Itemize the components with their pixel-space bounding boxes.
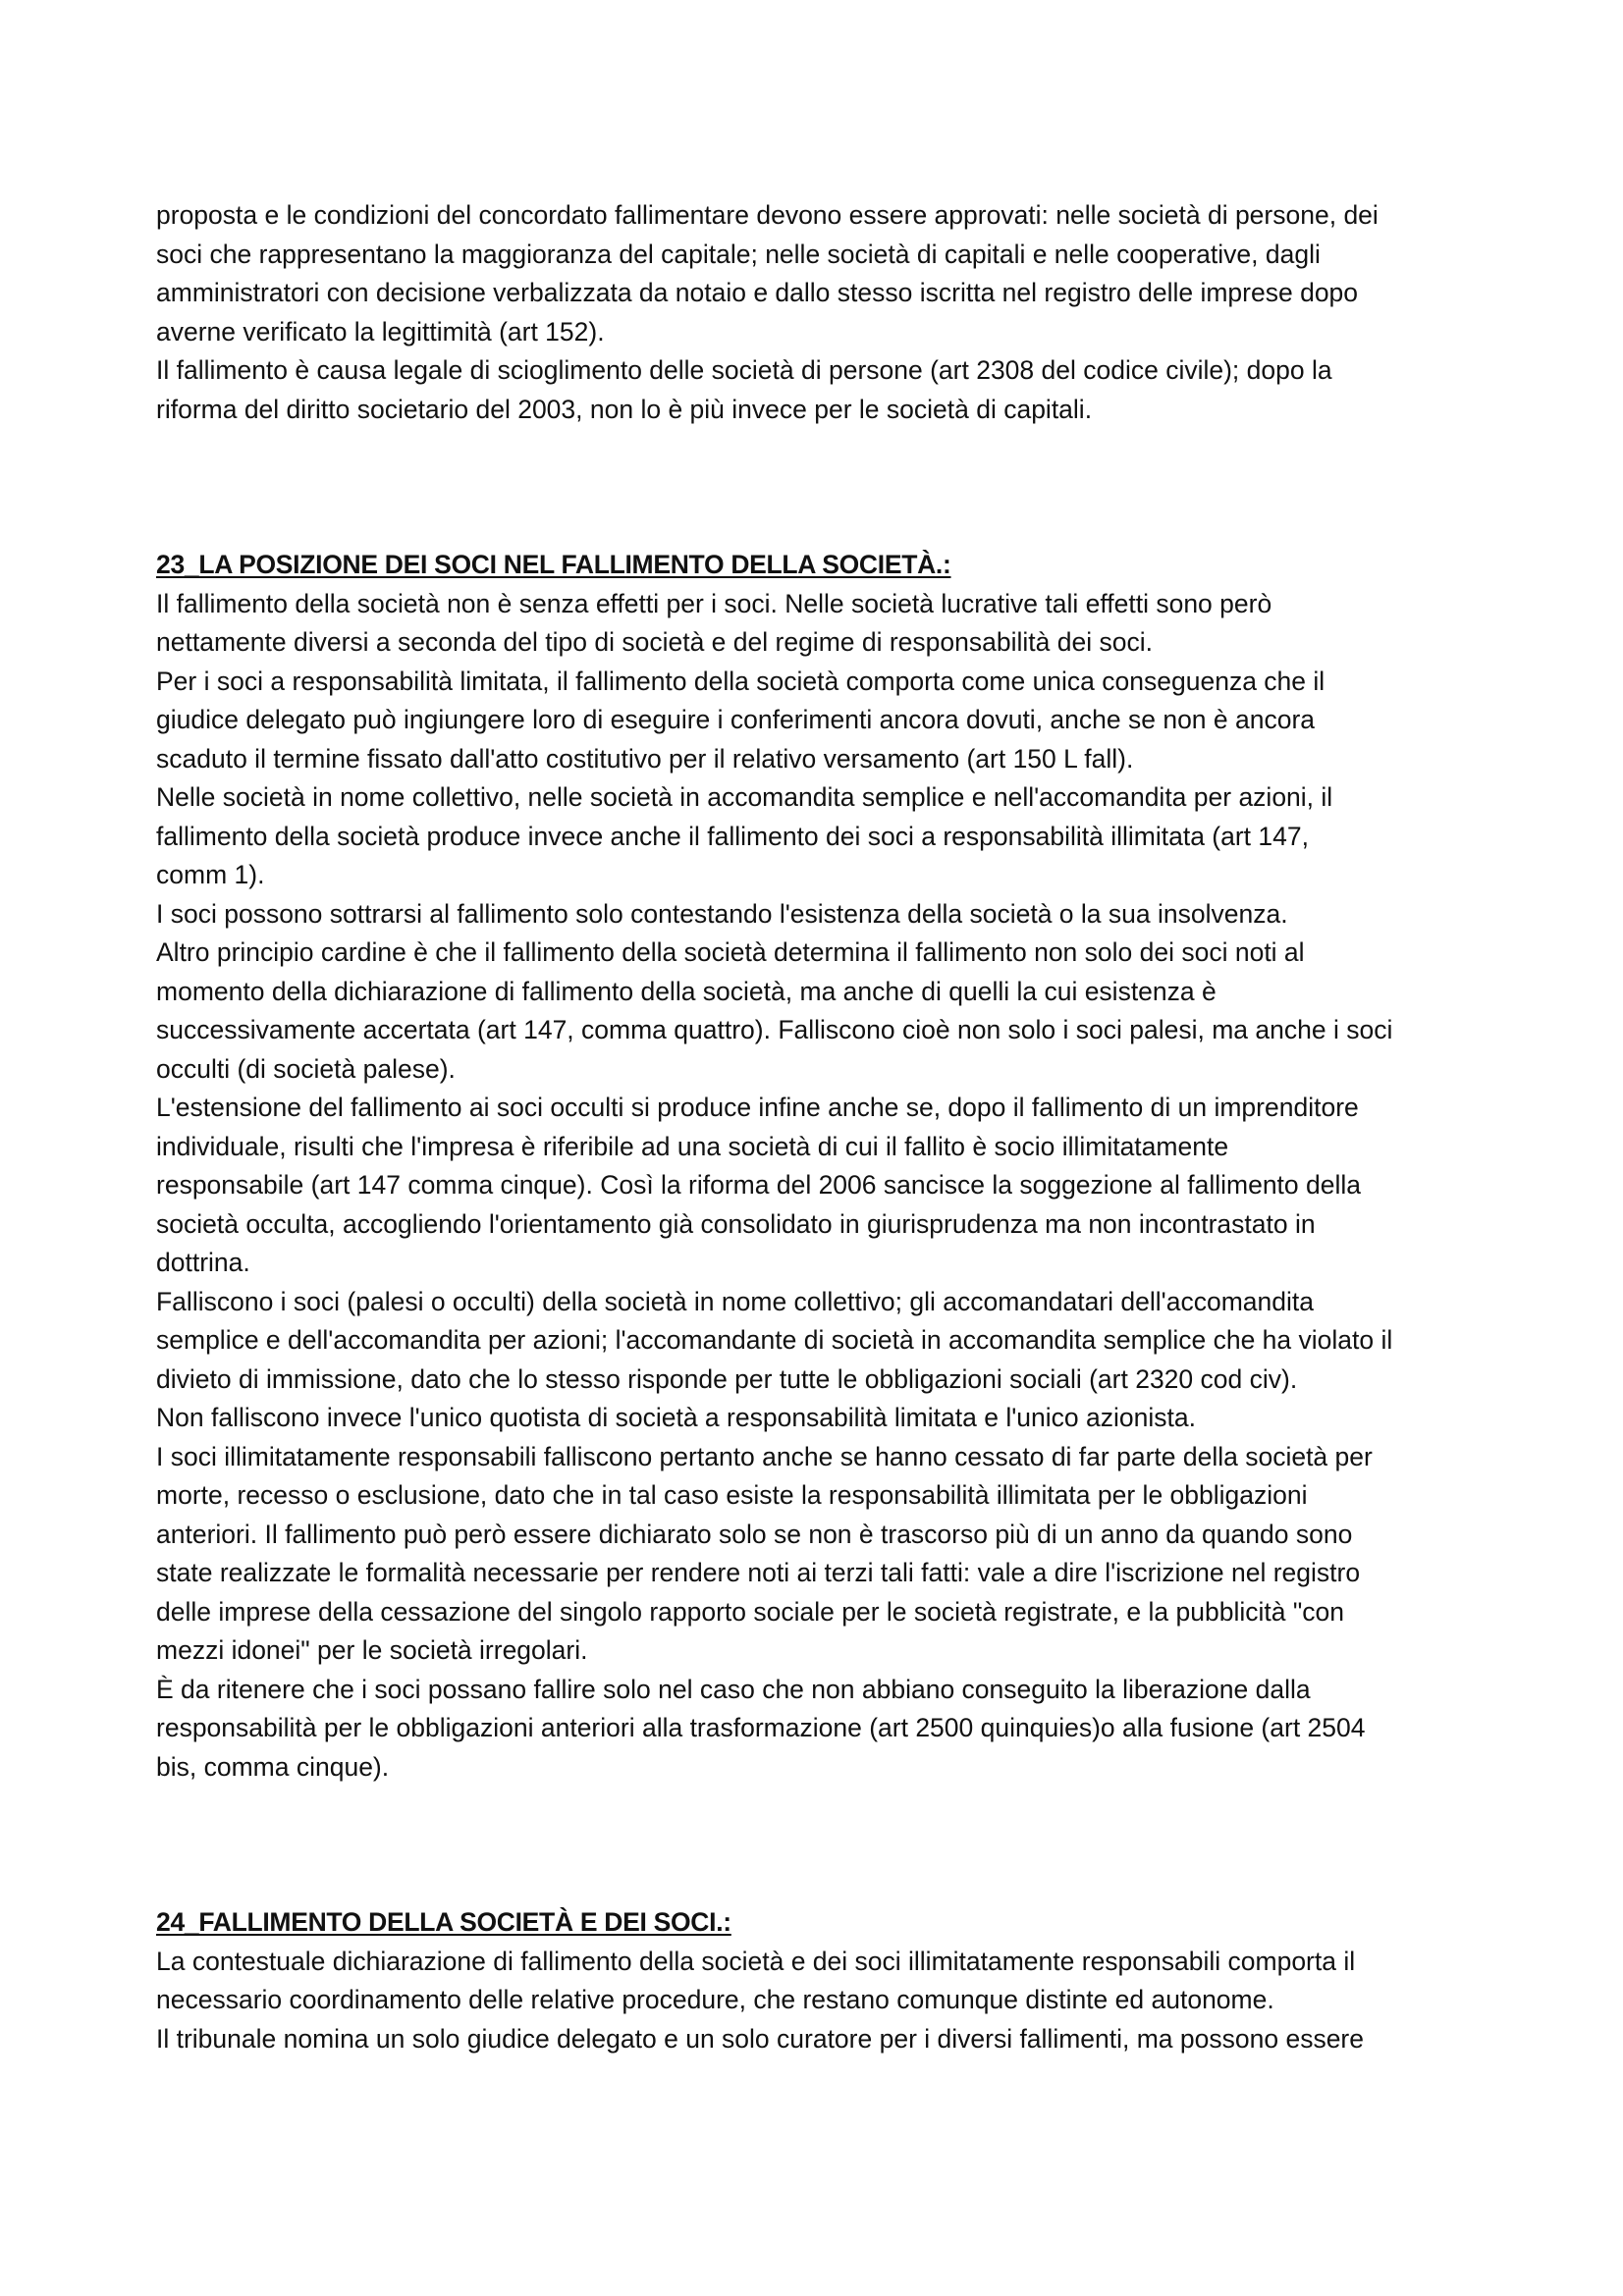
paragraph [156,1943,1482,2020]
text-line: individuale, risulti che l'impresa è riferibile ad una società di cui il fallito è socio illimitatamente [156,1131,1229,1161]
text-line: I soci illimitatamente responsabili falliscono pertanto anche se hanno cessato di far parte della società per [156,1441,1373,1471]
text-line: divieto di immissione, dato che lo stesso risponde per tutte le obbligazioni sociali (art 2320 cod civ). [156,1363,1298,1394]
paragraph [156,196,1482,351]
document-page [156,196,1482,2058]
paragraph [156,895,1482,934]
text-line: amministratori con decisione verbalizzata da notaio e dallo stesso iscritta nel registro delle imprese dopo [156,278,1359,307]
text-line: state realizzate le formalità necessarie per rendere noti ai terzi tali fatti: vale a dire l'iscrizione nel registro [156,1558,1361,1587]
text-line: scaduto il termine fissato dall'atto costitutivo per il relativo versamento (art 150 L fall). [156,743,1134,774]
text-line: giudice delegato può ingiungere loro di eseguire i conferimenti ancora dovuti, anche se non è ancora [156,705,1316,734]
text-line: dottrina. [156,1248,250,1277]
paragraph [156,351,1482,429]
text-line: comm 1). [156,860,265,889]
section-heading: 23_LA POSIZIONE DEI SOCI NEL FALLIMENTO DELLA SOCIETÀ.: [156,550,951,579]
text-line: Altro principio cardine è che il fallimento della società determina il fallimento non solo dei soci noti al [156,937,1305,967]
text-line: mezzi idonei" per le società irregolari. [156,1635,588,1665]
text-line: proposta e le condizioni del concordato fallimentare devono essere approvati: nelle società di persone, dei [156,200,1379,230]
text-line: fallimento della società produce invece anche il fallimento dei soci a responsabilità illimitata (art 147, [156,821,1309,851]
text-line: averne verificato la legittimità (art 152). [156,316,605,347]
text-line: società occulta, accogliendo l'orientamento già consolidato in giurisprudenza ma non incontrastato in [156,1208,1316,1239]
text-line: riforma del diritto societario del 2003, non lo è più invece per le società di capitali. [156,394,1093,424]
text-line: Il fallimento è causa legale di scioglimento delle società di persone (art 2308 del codice civile); dopo la [156,355,1332,385]
paragraph [156,1438,1482,1671]
paragraph [156,2020,1482,2059]
text-line: I soci possono sottrarsi al fallimento solo contestando l'esistenza della società o la sua insolvenza. [156,898,1288,929]
text-line: necessario coordinamento delle relative procedure, che restano comunque distinte ed autonome. [156,1985,1274,2014]
text-line: Falliscono i soci (palesi o occulti) della società in nome collettivo; gli accomandatari dell'accomandita [156,1286,1314,1316]
text-line: Per i soci a responsabilità limitata, il fallimento della società comporta come unica conseguenza che il [156,666,1325,696]
section-23 [156,546,1482,1787]
text-line: responsabile (art 147 comma cinque). Così la riforma del 2006 sancisce la soggezione al fallimento della [156,1170,1362,1200]
text-line: Il tribunale nomina un solo giudice delegato e un solo curatore per i diversi fallimenti, ma possono essere [156,2023,1364,2054]
text-line: semplice e dell'accomandita per azioni; l'accomandante di società in accomandita semplice che ha violato il [156,1325,1393,1355]
section-spacer [156,1787,1482,1903]
text-line: occulti (di società palese). [156,1053,456,1084]
text-line: responsabilità per le obbligazioni anteriori alla trasformazione (art 2500 quinquies)o alla fusione (art 2504 [156,1713,1366,1742]
paragraph [156,934,1482,1089]
text-line: nettamente diversi a seconda del tipo di società e del regime di responsabilità dei soci. [156,627,1153,657]
paragraph [156,1283,1482,1400]
paragraph [156,1089,1482,1283]
text-line: È da ritenere che i soci possano fallire solo nel caso che non abbiano conseguito la liberazione dalla [156,1674,1311,1704]
text-line: delle imprese della cessazione del singolo rapporto sociale per le società registrate, e la pubblicità "con [156,1596,1344,1627]
paragraph [156,663,1482,779]
text-line: bis, comma cinque). [156,1751,390,1782]
text-line: anteriori. Il fallimento può però essere dichiarato solo se non è trascorso più di un anno da quando sono [156,1519,1353,1549]
paragraph [156,1671,1482,1788]
paragraph [156,1399,1482,1438]
section-spacer [156,429,1482,546]
text-line: La contestuale dichiarazione di fallimento della società e dei soci illimitatamente responsabili comporta il [156,1946,1356,1976]
section-24 [156,1903,1482,2058]
text-line: momento della dichiarazione di fallimento della società, ma anche di quelli la cui esistenza è [156,976,1217,1006]
paragraph [156,778,1482,895]
text-line: L'estensione del fallimento ai soci occulti si produce infine anche se, dopo il fallimento di un imprenditore [156,1093,1359,1122]
text-line: Il fallimento della società non è senza effetti per i soci. Nelle società lucrative tali effetti sono però [156,588,1272,618]
text-line: soci che rappresentano la maggioranza del capitale; nelle società di capitali e nelle cooperative, dagli [156,239,1321,269]
section-heading: 24_FALLIMENTO DELLA SOCIETÀ E DEI SOCI.: [156,1907,731,1937]
text-line: morte, recesso o esclusione, dato che in tal caso esiste la responsabilità illimitata per le obbligazioni [156,1480,1308,1510]
intro-block [156,196,1482,429]
text-line: Non falliscono invece l'unico quotista di società a responsabilità limitata e l'unico azionista. [156,1403,1196,1432]
text-line: successivamente accertata (art 147, comma quattro). Falliscono cioè non solo i soci palesi, ma anche i soci [156,1015,1393,1044]
text-line: Nelle società in nome collettivo, nelle società in accomandita semplice e nell'accomandita per azioni, il [156,782,1333,812]
paragraph [156,585,1482,663]
